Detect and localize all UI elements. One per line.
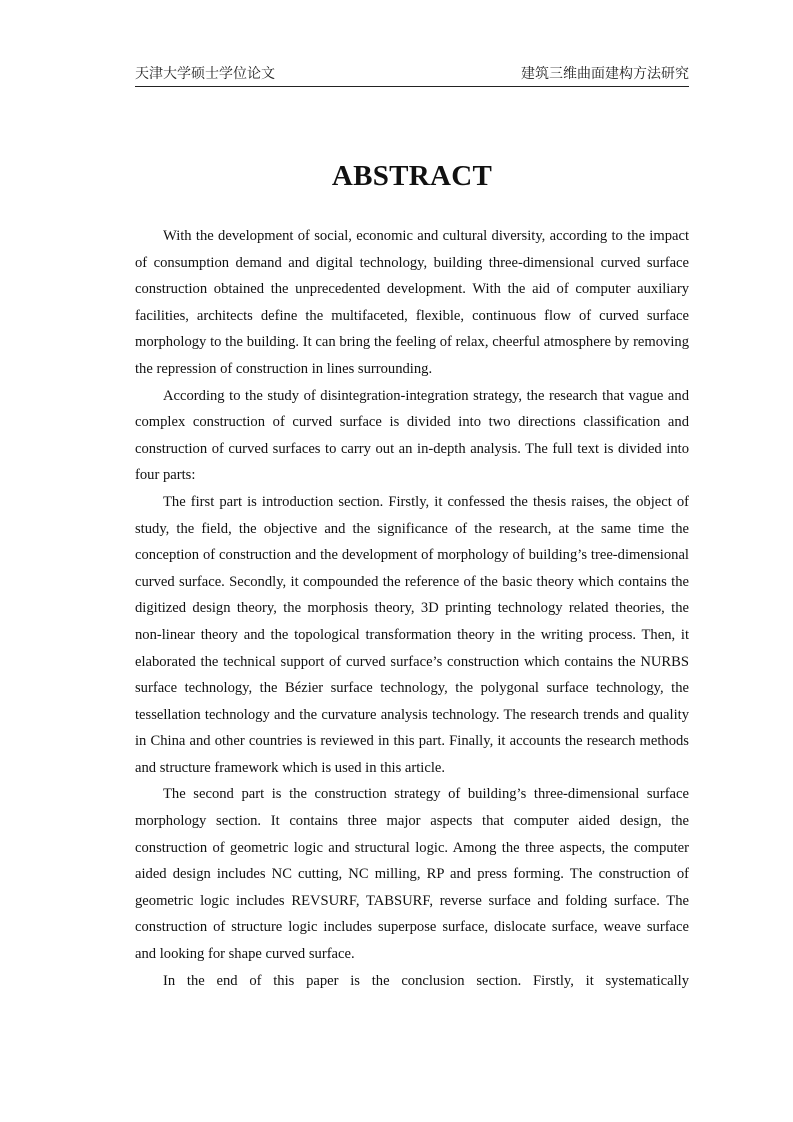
paragraph-first-part: The first part is introduction section. Firstly, it confessed the thesis raises, the object of study, the field, the objective and the significance of the research, at the same time the conception of construction and the development of morphology of building’s tree-dimensional curved surface. Secondly, it compounded the reference of the basic theory which contains the digitized design theory, the morphosis theory, 3D printing technology related theories, the non-linear theory and the topological transformation theory in the writing process. Then, it elaborated the technical support of curved surface’s construction which contains the NURBS surface technology, the Bézier surface technology, the polygonal surface technology, the tessellation technology and the curvature analysis technology. The research trends and quality in China and other countries is reviewed in this part. Finally, it accounts the research methods and structure framework which is used in this article. <box>135 493 689 776</box>
header-university-thesis: 天津大学硕士学位论文 <box>135 66 275 82</box>
paragraph-strategy: According to the study of disintegration-integration strategy, the research that vague and complex construction of curved surface is divided into two directions classification and construction of curved surfaces to carry out an in-depth analysis. The full text is divided into four parts: <box>135 387 689 484</box>
paragraph-conclusion: In the end of this paper is the conclusion section. Firstly, it systematically <box>163 972 689 989</box>
page-header <box>135 60 689 87</box>
paragraph-intro: With the development of social, economic and cultural diversity, according to the impact of consumption demand and digital technology, building three-dimensional curved surface construction obtained the unprecedented development. With the aid of computer auxiliary facilities, architects define the multifaceted, flexible, continuous flow of curved surface morphology to the building. It can bring the feeling of relax, cheerful atmosphere by removing the repression of construction in lines surrounding. <box>135 228 689 377</box>
header-thesis-title: 建筑三维曲面建构方法研究 <box>521 66 689 82</box>
abstract-body <box>135 223 689 994</box>
paragraph-second-part: The second part is the construction strategy of building’s three-dimensional surface morphology section. It contains three major aspects that computer aided design, the construction of geometric logic and structural logic. Among the three aspects, the computer aided design includes NC cutting, NC milling, RP and press forming. The construction of geometric logic includes REVSURF, TABSURF, reverse surface and folding surface. The construction of structure logic includes superpose surface, dislocate surface, weave surface and looking for shape curved surface. <box>135 786 689 963</box>
abstract-title: ABSTRACT <box>331 160 493 192</box>
